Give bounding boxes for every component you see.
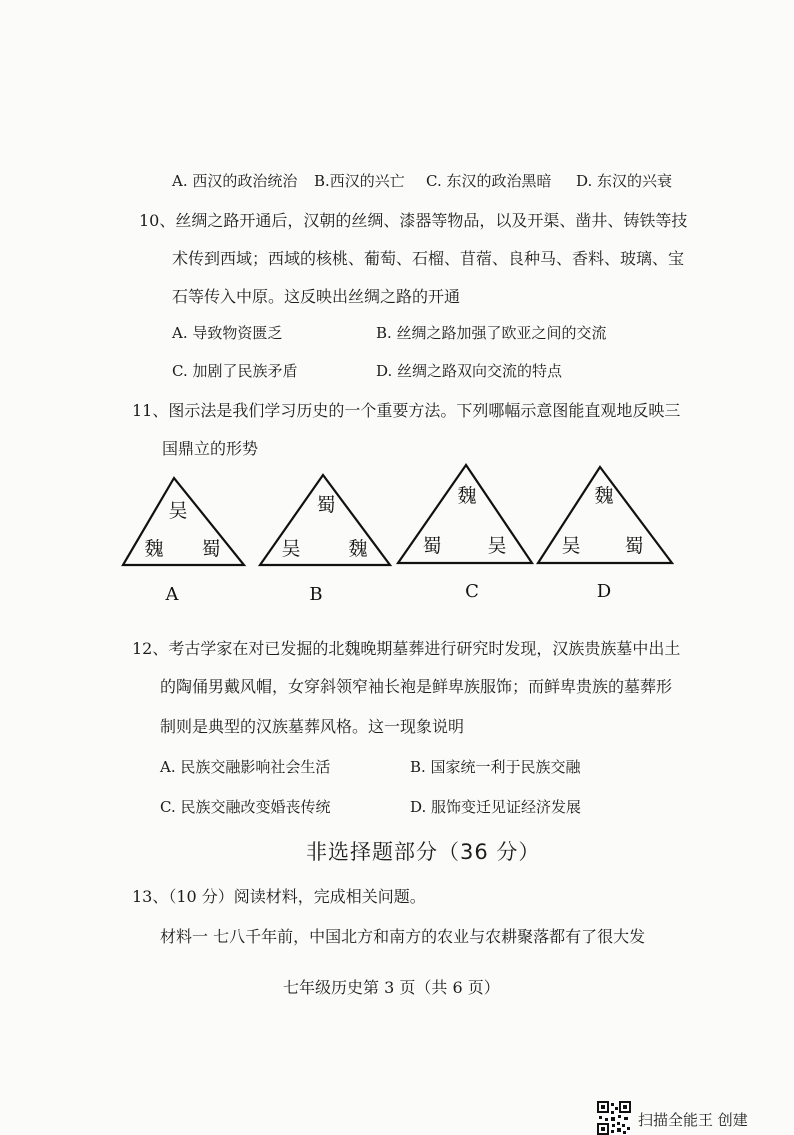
q10-stem-line1: 10、丝绸之路开通后，汉朝的丝绸、漆器等物品，以及开渠、凿井、铸铁等技 — [139, 211, 688, 230]
diagram-d-letter: D — [596, 581, 612, 602]
diagram-b-left: 吴 — [281, 538, 301, 560]
q11-stem-line2: 国鼎立的形势 — [162, 439, 259, 458]
diagram-a-top: 吴 — [168, 500, 188, 522]
q13-stem-line1: 13、（10 分）阅读材料，完成相关问题。 — [132, 887, 426, 906]
q11-stem-line1: 11、图示法是我们学习历史的一个重要方法。下列哪幅示意图能直观地反映三 — [132, 401, 681, 420]
qr-code-icon — [597, 1101, 631, 1135]
q10-option-d: D. 丝绸之路双向交流的特点 — [376, 362, 563, 380]
diagram-b-top: 蜀 — [316, 494, 336, 516]
q12-stem-line3: 制则是典型的汉族墓葬风格。这一现象说明 — [160, 717, 465, 736]
q12-stem-line1: 12、考古学家在对已发掘的北魏晚期墓葬进行研究时发现，汉族贵族墓中出土 — [132, 639, 681, 658]
diagram-b-letter: B — [309, 584, 323, 605]
diagram-d-left: 吴 — [561, 535, 581, 557]
diagram-d — [538, 467, 672, 602]
diagram-c-left: 蜀 — [422, 535, 442, 557]
q10-option-a: A. 导致物资匮乏 — [172, 324, 283, 342]
diagram-c-letter: C — [465, 581, 479, 602]
diagram-a — [123, 478, 244, 605]
q9-option-b: B.西汉的兴亡 — [314, 172, 405, 190]
q12-stem-line2: 的陶俑男戴风帽，女穿斜领窄袖长袍是鲜卑族服饰；而鲜卑贵族的墓葬形 — [160, 677, 673, 696]
diagram-c — [398, 465, 532, 602]
q11-diagrams — [110, 455, 680, 615]
q9-option-a: A. 西汉的政治统治 — [172, 172, 298, 190]
page-footer: 七年级历史第 3 页（共 6 页） — [283, 978, 500, 997]
diagram-c-right: 吴 — [487, 535, 507, 557]
triangle-c — [398, 465, 532, 563]
section-title: 非选择题部分（36 分） — [306, 840, 541, 864]
diagram-a-letter: A — [165, 584, 179, 605]
q13-stem-line2: 材料一 七八千年前，中国北方和南方的农业与农耕聚落都有了很大发 — [160, 927, 646, 946]
triangle-d — [538, 467, 672, 563]
q9-option-d: D. 东汉的兴衰 — [576, 172, 673, 190]
diagram-d-right: 蜀 — [624, 535, 644, 557]
q12-option-d: D. 服饰变迁见证经济发展 — [410, 798, 582, 816]
q12-option-b: B. 国家统一利于民族交融 — [410, 758, 581, 776]
q12-option-a: A. 民族交融影响社会生活 — [160, 758, 331, 776]
diagram-a-left: 魏 — [144, 538, 164, 560]
diagram-a-right: 蜀 — [201, 538, 221, 560]
q10-option-c: C. 加剧了民族矛盾 — [172, 362, 298, 380]
diagram-c-top: 魏 — [457, 485, 477, 507]
diagram-d-top: 魏 — [594, 485, 614, 507]
q12-option-c: C. 民族交融改变婚丧传统 — [160, 798, 331, 816]
q9-option-c: C. 东汉的政治黑暗 — [426, 172, 552, 190]
q10-stem-line2: 术传到西域；西域的核桃、葡萄、石榴、苜蓿、良种马、香料、玻璃、宝 — [172, 249, 685, 268]
diagram-b — [260, 475, 390, 605]
triangle-b — [260, 475, 390, 565]
diagram-b-right: 魏 — [348, 538, 368, 560]
q10-option-b: B. 丝绸之路加强了欧亚之间的交流 — [376, 324, 607, 342]
q10-stem-line3: 石等传入中原。这反映出丝绸之路的开通 — [172, 287, 461, 306]
scanner-watermark: 扫描全能王 创建 — [638, 1111, 748, 1129]
